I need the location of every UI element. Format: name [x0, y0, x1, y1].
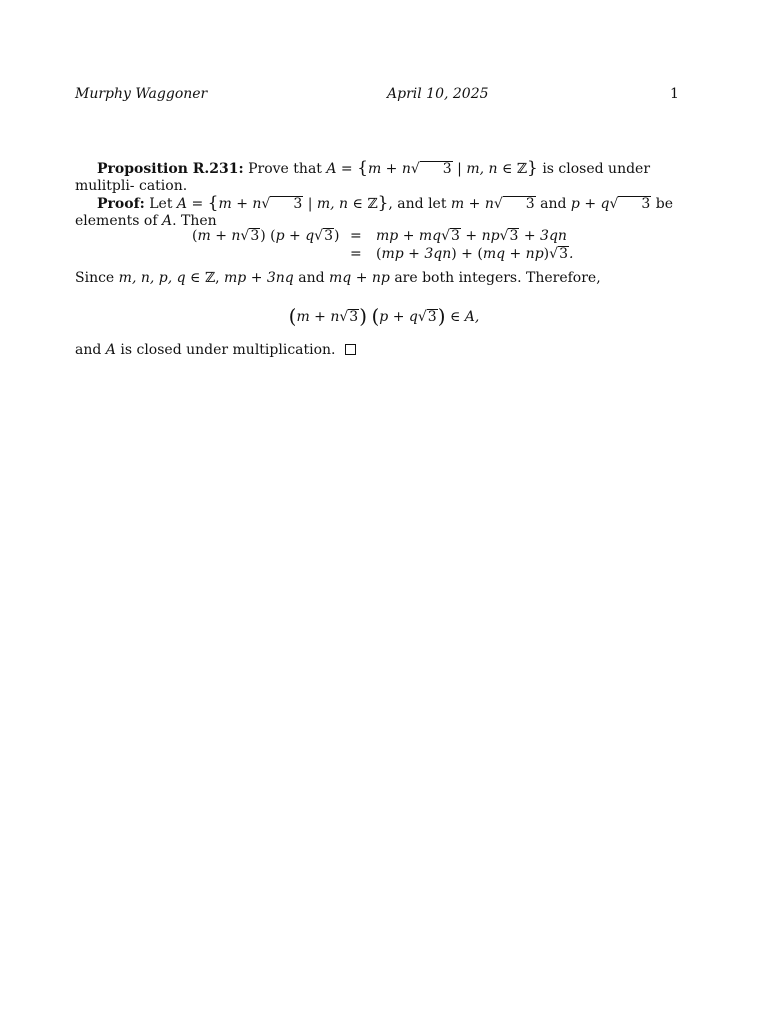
proof-text-2: , and let [388, 196, 447, 212]
page-number: 1 [670, 86, 679, 102]
since-text-4: are both integers. Therefore, [394, 270, 601, 286]
set-definition-proof: A = {m + n√ 3 | m, n ∈ ℤ} [176, 193, 389, 213]
since-paragraph [75, 270, 680, 287]
element-1: m + n√ 3 [450, 196, 535, 212]
proposition-label: Proposition R.231: [97, 161, 244, 177]
since-text-2: , [215, 270, 220, 286]
qed-square-icon [345, 344, 356, 355]
proof-label: Proof: [97, 196, 145, 212]
since-text-3: and [298, 270, 325, 286]
proof-text-4: be elements of [75, 196, 674, 229]
membership-equation: (m + n√3) (p + q√3) ∈ A, [288, 304, 480, 328]
since-vars: m, n, p, q ∈ ℤ [118, 270, 216, 286]
proof-paragraph [75, 195, 680, 230]
proof-text-1: Let [149, 196, 173, 212]
equation-equals-1: = [350, 228, 362, 244]
proof-text-3: and [540, 196, 567, 212]
proposition-text-before: Prove that [248, 161, 322, 177]
set-definition: A = {m + n√ 3 | m, n ∈ ℤ} [326, 158, 538, 178]
element-2: p + q√ 3 [570, 196, 651, 212]
equation-equals-2: = [350, 246, 362, 262]
conclusion-text-2: is closed under multiplication. [120, 342, 336, 358]
set-symbol-a-conclusion: A [105, 342, 116, 358]
equation-lhs: (m + n√3) (p + q√3) [192, 228, 340, 244]
conclusion-paragraph [75, 342, 680, 359]
proposition-paragraph [75, 160, 680, 195]
header-author: Murphy Waggoner [75, 86, 208, 102]
proposition-text-after: is closed under mulitpli- [75, 161, 651, 194]
set-symbol-a: A [161, 213, 173, 229]
equation-rhs-2: (mp + 3qn) + (mq + np)√3. [376, 246, 574, 262]
header-date: April 10, 2025 [387, 86, 489, 102]
conclusion-text-1: and [75, 342, 102, 358]
since-text-1: Since [75, 270, 115, 286]
proposition-text-cont: cation. [138, 178, 188, 194]
proof-text-5: . Then [172, 213, 217, 229]
integer-expr-1: mp + 3nq [224, 270, 294, 286]
equation-rhs-1: mp + mq√3 + np√3 + 3qn [376, 228, 567, 244]
integer-expr-2: mq + np [329, 270, 390, 286]
